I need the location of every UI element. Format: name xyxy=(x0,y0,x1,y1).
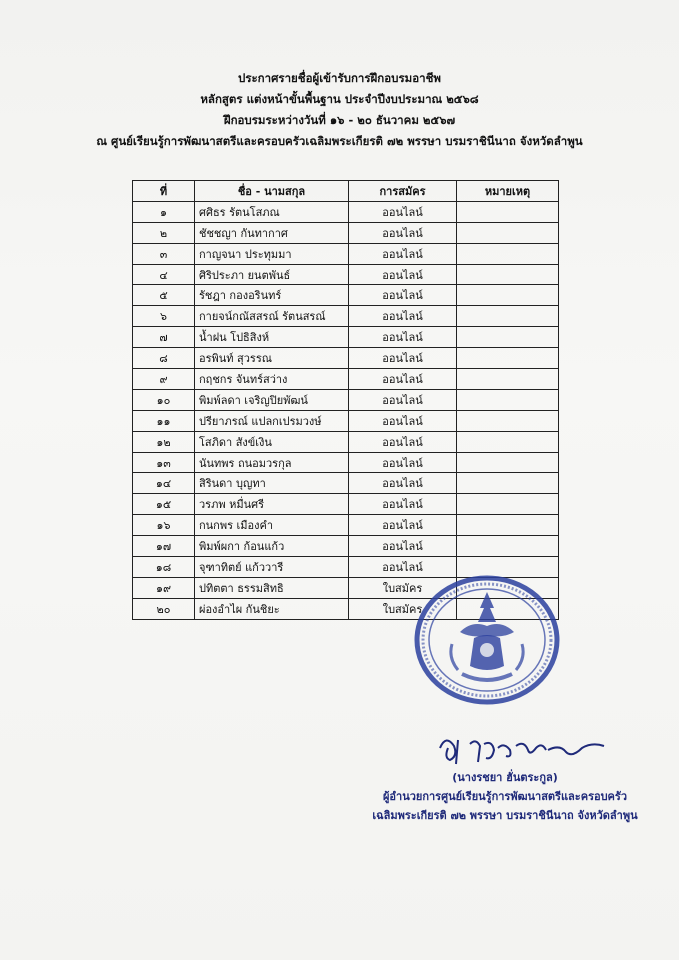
row-method: ออนไลน์ xyxy=(349,515,457,536)
table-row xyxy=(133,348,559,369)
row-note xyxy=(457,494,559,515)
row-method: ออนไลน์ xyxy=(349,348,457,369)
row-name: พิมพ์ผกา ก้อนแก้ว xyxy=(195,536,349,557)
row-note xyxy=(457,201,559,222)
row-number: ๑๔ xyxy=(133,473,195,494)
row-number: ๑๐ xyxy=(133,389,195,410)
row-note xyxy=(457,243,559,264)
table-row xyxy=(133,243,559,264)
row-number: ๙ xyxy=(133,369,195,390)
row-note xyxy=(457,264,559,285)
signer-block xyxy=(340,768,670,825)
row-name: กาญจนา ประทุมมา xyxy=(195,243,349,264)
row-note xyxy=(457,369,559,390)
row-method: ใบสมัคร xyxy=(349,598,457,619)
table-row xyxy=(133,410,559,431)
row-name: ศศิธร รัตนโสภณ xyxy=(195,201,349,222)
column-header-note: หมายเหตุ xyxy=(457,181,559,202)
table-header-row xyxy=(133,181,559,202)
row-name: ปทิตตา ธรรมสิทธิ xyxy=(195,577,349,598)
row-method: ออนไลน์ xyxy=(349,389,457,410)
row-note xyxy=(457,515,559,536)
header-line-3: ฝึกอบรมระหว่างวันที่ ๑๖ - ๒๐ ธันวาคม ๒๕๖๗ xyxy=(223,113,456,127)
row-note xyxy=(457,348,559,369)
header-line-4: ณ ศูนย์เรียนรู้การพัฒนาสตรีและครอบครัวเฉลิมพระเกียรติ ๗๒ พรรษา บรมราชินีนาถ จังหวัดลำพูน xyxy=(96,134,583,148)
row-method: ออนไลน์ xyxy=(349,410,457,431)
column-header-name: ชื่อ - นามสกุล xyxy=(195,181,349,202)
row-note xyxy=(457,389,559,410)
row-method: ออนไลน์ xyxy=(349,369,457,390)
row-name: นันทพร ถนอมวรกุล xyxy=(195,452,349,473)
row-note xyxy=(457,327,559,348)
row-number: ๑๗ xyxy=(133,536,195,557)
table-row xyxy=(133,389,559,410)
row-number: ๕ xyxy=(133,285,195,306)
row-number: ๑๓ xyxy=(133,452,195,473)
table-row xyxy=(133,369,559,390)
row-method: ออนไลน์ xyxy=(349,222,457,243)
row-number: ๑๒ xyxy=(133,431,195,452)
row-note xyxy=(457,222,559,243)
row-number: ๓ xyxy=(133,243,195,264)
row-number: ๒ xyxy=(133,222,195,243)
table-row xyxy=(133,515,559,536)
row-name: วรภพ หมื่นศรี xyxy=(195,494,349,515)
row-number: ๖ xyxy=(133,306,195,327)
row-method: ออนไลน์ xyxy=(349,306,457,327)
row-note xyxy=(457,473,559,494)
official-seal-icon xyxy=(412,574,562,706)
table-row xyxy=(133,285,559,306)
row-number: ๑๙ xyxy=(133,577,195,598)
row-note xyxy=(457,431,559,452)
row-name: จุฑาทิตย์ แก้ววารี xyxy=(195,557,349,578)
row-number: ๑ xyxy=(133,201,195,222)
signer-name: (นางรชยา ฮั่นตระกูล) xyxy=(452,771,558,784)
row-note xyxy=(457,285,559,306)
table-row xyxy=(133,494,559,515)
row-method: ออนไลน์ xyxy=(349,536,457,557)
row-name: ปรียาภรณ์ แปลกเปรมวงษ์ xyxy=(195,410,349,431)
row-method: ออนไลน์ xyxy=(349,264,457,285)
row-name: อรพินท์ สุวรรณ xyxy=(195,348,349,369)
row-note xyxy=(457,452,559,473)
row-name: ชัชชญา กันทากาศ xyxy=(195,222,349,243)
row-number: ๗ xyxy=(133,327,195,348)
row-method: ออนไลน์ xyxy=(349,327,457,348)
row-number: ๑๕ xyxy=(133,494,195,515)
row-name: โสภิดา สังข์เงิน xyxy=(195,431,349,452)
row-name: ศิริประภา ยนตพันธ์ xyxy=(195,264,349,285)
row-name: กนกพร เมืองคำ xyxy=(195,515,349,536)
table-row xyxy=(133,264,559,285)
row-method: ออนไลน์ xyxy=(349,452,457,473)
column-header-number: ที่ xyxy=(133,181,195,202)
row-method: ออนไลน์ xyxy=(349,557,457,578)
table-body xyxy=(133,201,559,619)
row-name: กายจน์กณัสสรณ์ รัตนสรณ์ xyxy=(195,306,349,327)
row-name: รัชฎา กองอรินทร์ xyxy=(195,285,349,306)
header-line-1: ประกาศรายชื่อผู้เข้ารับการฝึกอบรมอาชีพ xyxy=(238,71,441,85)
row-note xyxy=(457,536,559,557)
row-name: พิมพ์ลดา เจริญปิยพัฒน์ xyxy=(195,389,349,410)
row-number: ๒๐ xyxy=(133,598,195,619)
row-number: ๑๑ xyxy=(133,410,195,431)
row-method: ออนไลน์ xyxy=(349,494,457,515)
signer-position-line-2: เฉลิมพระเกียรติ ๗๒ พรรษา บรมราชินีนาถ จังหวัดลำพูน xyxy=(372,809,638,822)
header-line-2: หลักสูตร แต่งหน้าขั้นพื้นฐาน ประจำปีงบประมาณ ๒๕๖๘ xyxy=(200,92,479,106)
row-number: ๘ xyxy=(133,348,195,369)
row-number: ๔ xyxy=(133,264,195,285)
row-number: ๑๖ xyxy=(133,515,195,536)
table-row xyxy=(133,452,559,473)
table-row xyxy=(133,306,559,327)
row-method: ใบสมัคร xyxy=(349,577,457,598)
row-note xyxy=(457,306,559,327)
row-method: ออนไลน์ xyxy=(349,285,457,306)
row-method: ออนไลน์ xyxy=(349,243,457,264)
column-header-method: การสมัคร xyxy=(349,181,457,202)
row-name: สิรินดา บุญทา xyxy=(195,473,349,494)
row-note xyxy=(457,410,559,431)
signer-position-line-1: ผู้อำนวยการศูนย์เรียนรู้การพัฒนาสตรีและครอบครัว xyxy=(382,790,628,803)
table-row xyxy=(133,473,559,494)
row-method: ออนไลน์ xyxy=(349,431,457,452)
document-header xyxy=(0,68,679,152)
table-row xyxy=(133,536,559,557)
row-name: กฤชกร จันทร์สว่าง xyxy=(195,369,349,390)
table-row xyxy=(133,201,559,222)
table-row xyxy=(133,327,559,348)
row-number: ๑๘ xyxy=(133,557,195,578)
row-name: น้ำฝน โปธิสิงห์ xyxy=(195,327,349,348)
participant-table xyxy=(132,180,559,620)
row-name: ผ่องอำไผ กันชิยะ xyxy=(195,598,349,619)
table-row xyxy=(133,222,559,243)
table-row xyxy=(133,431,559,452)
row-method: ออนไลน์ xyxy=(349,201,457,222)
row-method: ออนไลน์ xyxy=(349,473,457,494)
